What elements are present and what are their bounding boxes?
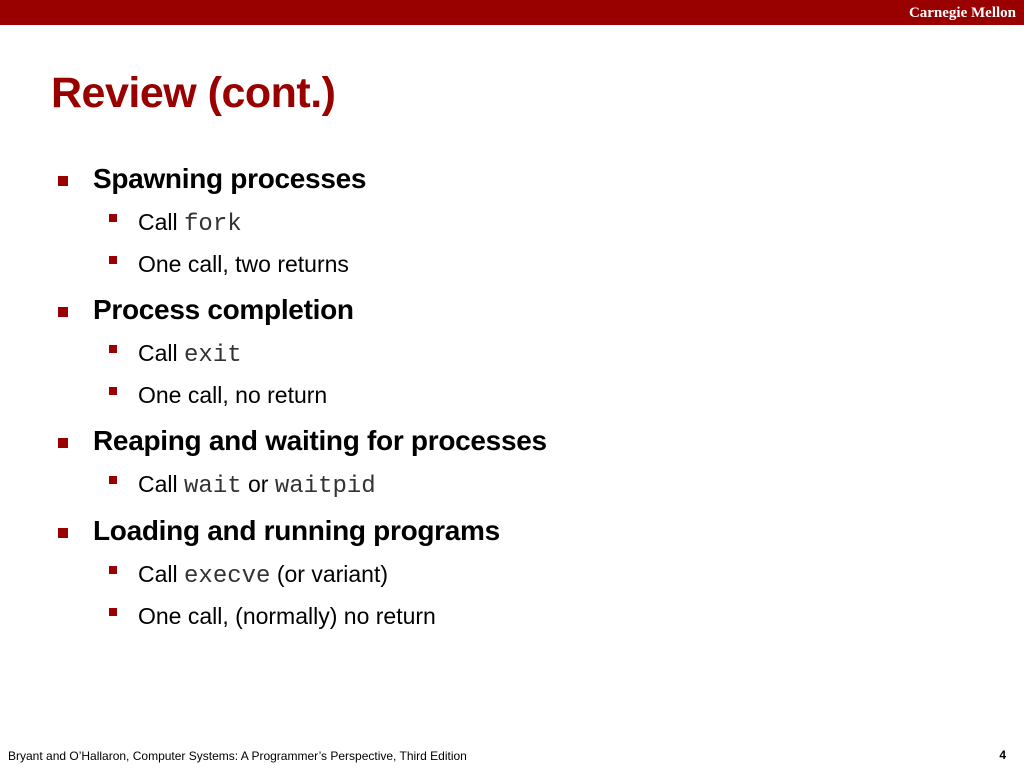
code-execve: execve — [184, 563, 271, 590]
sub-bullet-item — [138, 560, 388, 591]
footer-citation: Bryant and O’Hallaron, Computer Systems: A Programmer’s Perspective, Third Edition — [8, 749, 467, 763]
bullet-heading: Process completion — [93, 294, 354, 325]
sub-bullet-text: Call — [138, 340, 185, 366]
code-fork: fork — [184, 211, 242, 238]
page-number: 4 — [999, 748, 1006, 762]
sub-bullet-item: One call, (normally) no return — [138, 603, 436, 629]
sub-bullet-text: Call — [138, 471, 185, 497]
sub-bullet-marker — [109, 476, 117, 484]
sub-bullet-item — [138, 208, 242, 239]
sub-bullet-marker — [109, 387, 117, 395]
bullet-marker — [58, 176, 68, 186]
sub-bullet-marker — [109, 566, 117, 574]
sub-bullet-marker — [109, 345, 117, 353]
bullet-marker — [58, 438, 68, 448]
sub-bullet-marker — [109, 214, 117, 222]
bullet-heading: Loading and running programs — [93, 515, 500, 546]
bullet-heading: Reaping and waiting for processes — [93, 425, 547, 456]
bullet-marker — [58, 528, 68, 538]
sub-bullet-item — [138, 470, 376, 501]
sub-bullet-marker — [109, 608, 117, 616]
sub-bullet-text: Call — [138, 209, 185, 235]
sub-bullet-text: or — [241, 471, 275, 497]
sub-bullet-item: One call, no return — [138, 382, 328, 408]
sub-bullet-text: (or variant) — [270, 561, 389, 587]
sub-bullet-text: Call — [138, 561, 185, 587]
code-exit: exit — [184, 342, 242, 369]
bullet-heading: Spawning processes — [93, 163, 367, 194]
sub-bullet-marker — [109, 256, 117, 264]
bullet-marker — [58, 307, 68, 317]
code-waitpid: waitpid — [274, 473, 376, 500]
slide-title: Review (cont.) — [51, 69, 336, 117]
sub-bullet-item: One call, two returns — [138, 251, 349, 277]
sub-bullet-item — [138, 339, 242, 370]
code-wait: wait — [184, 473, 242, 500]
brand-label: Carnegie Mellon — [908, 5, 1016, 21]
